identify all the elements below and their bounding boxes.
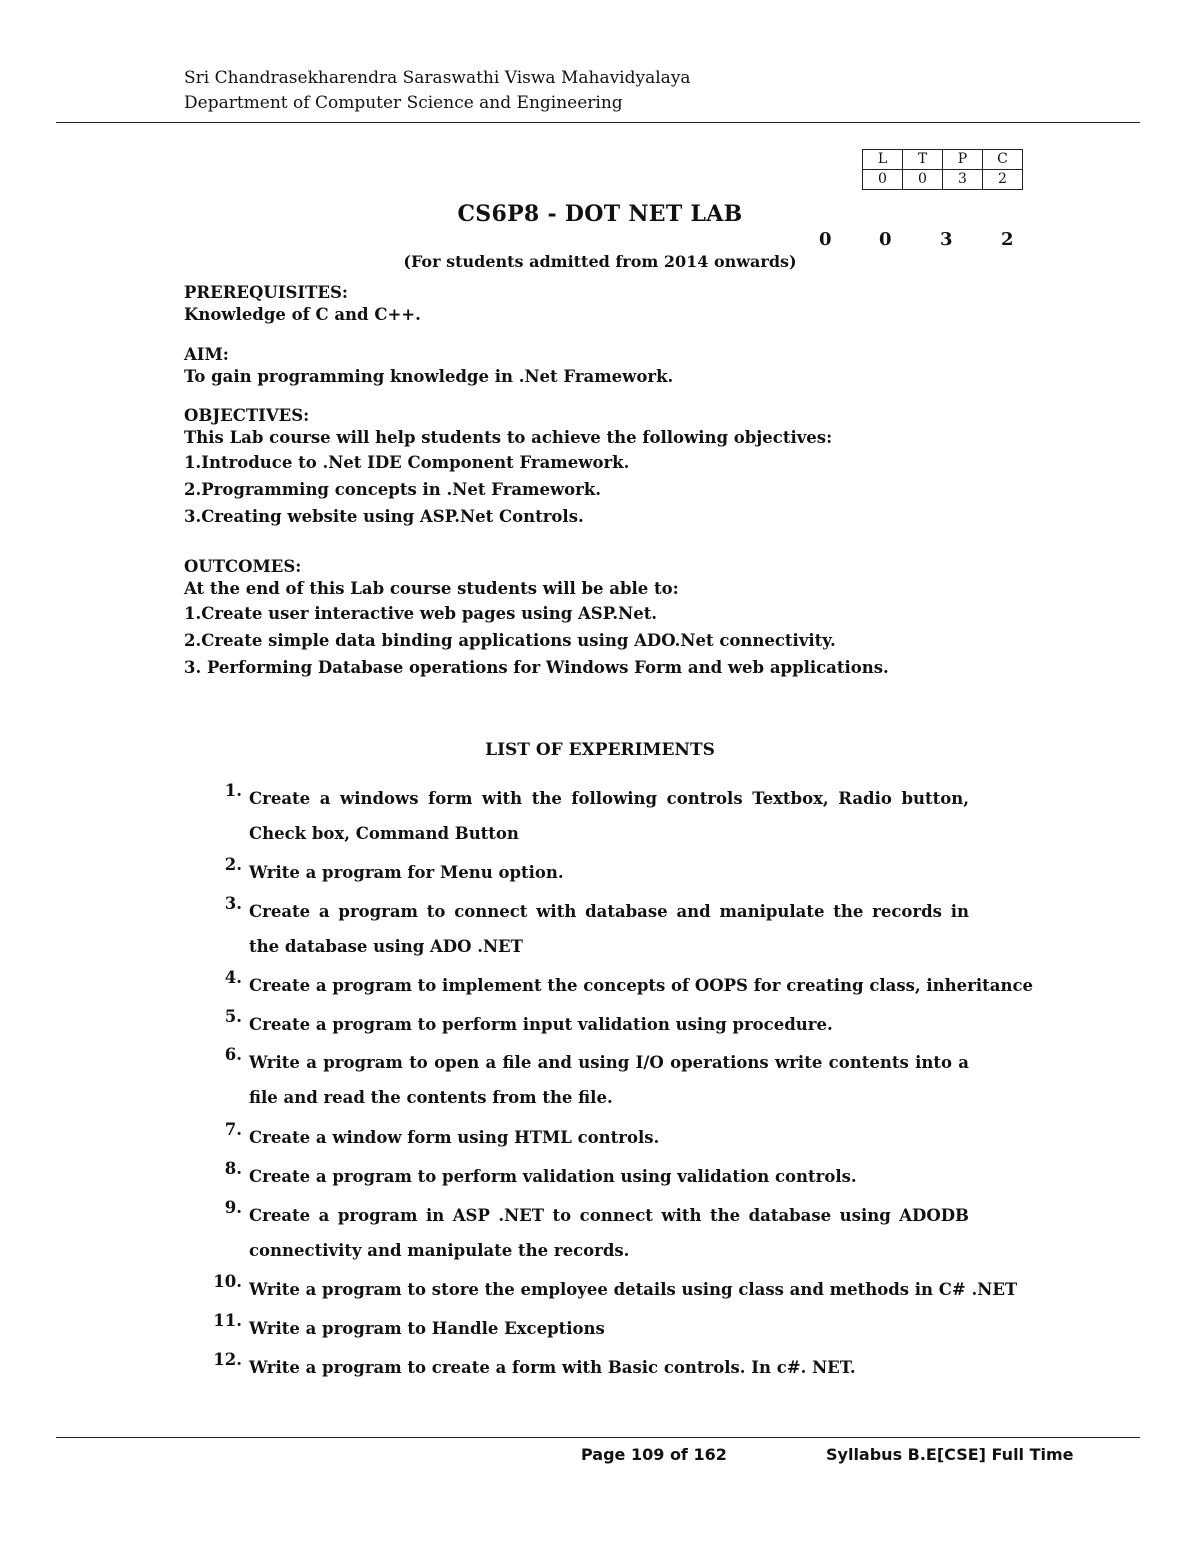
experiment-number: 2. bbox=[224, 855, 242, 874]
experiment-text: Write a program to create a form with Basic controls. In c#. NET. bbox=[249, 1358, 856, 1377]
course-title: CS6P8 - DOT NET LAB bbox=[457, 201, 743, 227]
section-line: 3.Creating website using ASP.Net Controls. bbox=[184, 507, 584, 526]
experiment-text: Create a program to connect with database and manipulate the records in the database using ADO .NET bbox=[249, 902, 969, 956]
section-heading: OUTCOMES: bbox=[184, 557, 302, 576]
ltpc-header-cell: T bbox=[903, 150, 943, 170]
section-line: 2.Programming concepts in .Net Framework. bbox=[184, 480, 602, 499]
experiment-text: Create a program in ASP .NET to connect with the database using ADODB connectivity and manipulate the records. bbox=[249, 1206, 969, 1260]
experiment-number: 11. bbox=[213, 1311, 242, 1330]
experiment-number: 4. bbox=[224, 968, 242, 987]
experiment-text: Create a program to implement the concepts of OOPS for creating class, inheritance bbox=[249, 976, 1033, 995]
experiment-text: Write a program to Handle Exceptions bbox=[249, 1319, 605, 1338]
section-line: 2.Create simple data binding applications using ADO.Net connectivity. bbox=[184, 631, 836, 650]
experiment-number: 5. bbox=[224, 1007, 242, 1026]
ltpc-header-cell: C bbox=[983, 150, 1023, 170]
section-line: 1.Create user interactive web pages using ASP.Net. bbox=[184, 604, 658, 623]
experiment-text: Write a program to store the employee details using class and methods in C# .NET bbox=[249, 1280, 1018, 1299]
ltpc-header-cell: L bbox=[863, 150, 903, 170]
aim-section bbox=[184, 344, 673, 388]
prerequisites-section bbox=[184, 282, 421, 326]
section-line: At the end of this Lab course students will be able to: bbox=[184, 579, 679, 598]
page-header bbox=[184, 66, 691, 116]
experiment-number: 12. bbox=[213, 1350, 242, 1369]
experiment-text: Create a program to perform validation using validation controls. bbox=[249, 1167, 857, 1186]
ltpc-header-cell: P bbox=[943, 150, 983, 170]
experiment-number: 3. bbox=[224, 894, 242, 913]
section-line: This Lab course will help students to achieve the following objectives: bbox=[184, 428, 833, 447]
ltpc-header-row bbox=[863, 150, 1023, 170]
syllabus-label: Syllabus B.E[CSE] Full Time bbox=[826, 1445, 1074, 1464]
experiment-text: Create a program to perform input validation using procedure. bbox=[249, 1015, 833, 1034]
experiment-number: 8. bbox=[224, 1159, 242, 1178]
experiment-text: Create a windows form with the following controls Textbox, Radio button, Check box, Command Button bbox=[249, 789, 969, 843]
credit-value: 0 bbox=[879, 229, 892, 250]
ltpc-table bbox=[862, 149, 1023, 190]
ltpc-value-cell: 2 bbox=[983, 170, 1023, 190]
experiment-text: Write a program to open a file and using I/O operations write contents into a file and read the contents from the file. bbox=[249, 1053, 969, 1107]
section-line: 3. Performing Database operations for Windows Form and web applications. bbox=[184, 658, 889, 677]
section-heading: OBJECTIVES: bbox=[184, 406, 310, 425]
credit-value: 3 bbox=[940, 229, 953, 250]
university-name: Sri Chandrasekharendra Saraswathi Viswa Mahavidyalaya bbox=[184, 68, 691, 88]
experiment-number: 7. bbox=[224, 1120, 242, 1139]
section-line: Knowledge of C and C++. bbox=[184, 305, 421, 324]
page-number: Page 109 of 162 bbox=[581, 1445, 727, 1464]
section-heading: AIM: bbox=[184, 345, 229, 364]
experiment-number: 1. bbox=[224, 781, 242, 800]
ltpc-value-row bbox=[863, 170, 1023, 190]
ltpc-value-cell: 0 bbox=[903, 170, 943, 190]
credit-value: 2 bbox=[1001, 229, 1014, 250]
experiment-number: 10. bbox=[213, 1272, 242, 1291]
experiment-number: 6. bbox=[224, 1045, 242, 1064]
section-line: 1.Introduce to .Net IDE Component Framework. bbox=[184, 453, 630, 472]
header-divider bbox=[56, 122, 1140, 123]
ltpc-value-cell: 0 bbox=[863, 170, 903, 190]
credit-value: 0 bbox=[819, 229, 832, 250]
ltpc-value-cell: 3 bbox=[943, 170, 983, 190]
objectives-section bbox=[184, 405, 832, 530]
outcomes-section bbox=[184, 556, 889, 681]
experiment-text: Write a program for Menu option. bbox=[249, 863, 564, 882]
section-heading: PREREQUISITES: bbox=[184, 283, 348, 302]
footer-divider bbox=[56, 1437, 1140, 1438]
experiments-title: LIST OF EXPERIMENTS bbox=[485, 740, 715, 760]
department-name: Department of Computer Science and Engineering bbox=[184, 93, 623, 113]
section-line: To gain programming knowledge in .Net Framework. bbox=[184, 367, 674, 386]
experiment-text: Create a window form using HTML controls. bbox=[249, 1128, 660, 1147]
course-subtitle: (For students admitted from 2014 onwards) bbox=[403, 252, 797, 271]
experiment-number: 9. bbox=[224, 1198, 242, 1217]
